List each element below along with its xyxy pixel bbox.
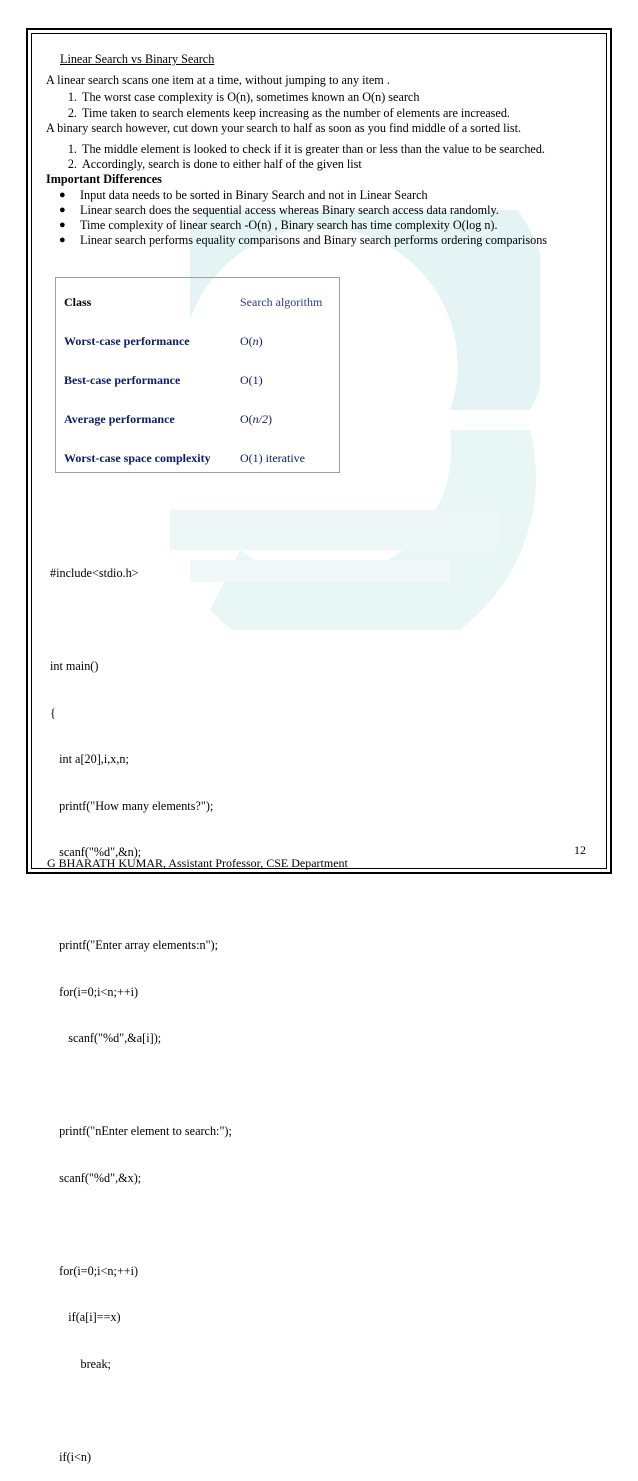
code-block [50,535,232,1481]
bullet-icon: ● [59,219,66,232]
list-item [59,187,594,203]
code-line: scanf("%d",&n); [50,845,142,859]
code-line: if(i<n) [50,1449,92,1464]
code-line: for(i=0;i<n;++i) [50,1263,139,1278]
list-item [59,218,594,233]
table-row [64,373,334,391]
bullet-icon: ● [59,234,66,247]
page-title: Linear Search vs Binary Search [60,52,215,66]
list-item: 1. The worst case complexity is O(n), sometimes known an O(n) search [80,90,594,105]
list-item-text: Linear search performs equality comparisons and Binary search performs ordering comparisons [80,233,548,248]
code-line: printf("How many elements?"); [50,798,214,813]
binary-points-list [46,142,594,172]
list-item: 2. Accordingly, search is done to either half of the given list [80,157,594,172]
code-line: int a[20],i,x,n; [50,752,129,766]
linear-points-list [46,90,594,120]
table-label: Best-case performance [64,373,181,387]
list-item-text: Time complexity of linear search -O(n) , Binary search has time complexity O(log n). [80,218,498,233]
code-line: printf("nEnter element to search:"); [50,1124,232,1138]
code-line: scanf("%d",&x); [50,1170,142,1185]
table-value: O(1) [240,373,263,387]
bullet-icon: ● [59,203,66,216]
code-line: int main() [50,659,99,673]
code-line [50,1403,232,1419]
table-row [64,451,334,469]
list-item [59,233,594,248]
table-row [64,412,334,430]
table-label: Class [64,295,92,309]
differences-heading: Important Differences [46,172,162,187]
code-line: #include<stdio.h> [50,566,139,580]
code-line: break; [50,1356,111,1371]
binary-intro: A binary search however, cut down your search to half as soon as you find middle of a sorted list. [46,120,522,135]
code-line: for(i=0;i<n;++i) [50,984,139,999]
table-label: Worst-case space complexity [64,451,211,465]
table-label: Average performance [64,412,175,426]
document-body [46,52,594,248]
code-line [50,892,232,908]
table-value: O(n/2) [240,412,273,426]
complexity-table [55,277,340,473]
list-item [59,202,594,218]
table-label: Worst-case performance [64,334,190,348]
list-item-text: Linear search does the sequential access whereas Binary search access data randomly. [80,202,499,217]
list-item-text: Input data needs to be sorted in Binary Search and not in Linear Search [80,187,428,202]
code-line [50,1078,232,1094]
code-line [50,613,232,629]
page-number: 12 [574,843,586,857]
table-value: O(n) [240,334,263,348]
table-row [64,334,334,352]
footer-author: G BHARATH KUMAR, Assistant Professor, CSE Department [47,856,348,870]
code-line: { [50,705,56,720]
code-line: if(a[i]==x) [50,1310,121,1324]
code-line [50,1217,232,1233]
differences-list [46,188,594,249]
code-line: printf("Enter array elements:n"); [50,938,218,952]
linear-intro: A linear search scans one item at a time, without jumping to any item . [46,73,390,88]
code-line: scanf("%d",&a[i]); [50,1031,162,1045]
list-item: 1. The middle element is looked to check if it is greater than or less than the value to be searched. [80,142,594,157]
list-item: 2. Time taken to search elements keep increasing as the number of elements are increased. [80,106,594,121]
table-row [64,295,334,313]
table-value: Search algorithm [240,295,323,309]
table-value: O(1) iterative [240,451,305,465]
bullet-icon: ● [59,188,66,201]
